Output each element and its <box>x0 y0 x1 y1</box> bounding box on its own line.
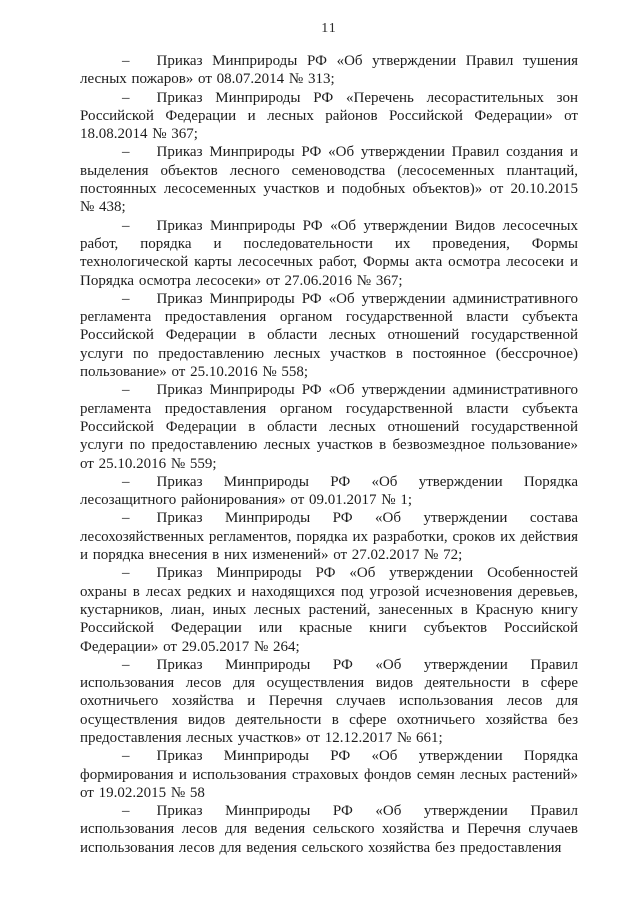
list-item-paragraph <box>80 52 578 89</box>
dash-marker: – <box>122 53 130 69</box>
tab-spacer <box>130 101 157 102</box>
paragraph-text: Приказ Минприроды РФ «Об утверждении Правил создания и выделения объектов лесного семеноводства (лесосеменных плантаций, постоянных лесосеменных участков и подобных объектов)» от 20.10.2015 № 438; <box>80 144 578 216</box>
dash-marker: – <box>122 803 130 820</box>
dash-marker: – <box>122 656 130 673</box>
list-item-paragraph <box>80 473 578 510</box>
list-item-paragraph <box>80 747 578 802</box>
tab-spacer <box>130 393 157 394</box>
dash-marker: – <box>122 290 130 307</box>
document-body <box>80 52 578 857</box>
paragraph-text: Приказ Минприроды РФ «Об утверждении Правил тушения лесных пожаров» от 08.07.2014 № 313; <box>80 53 578 88</box>
dash-marker: – <box>122 89 130 106</box>
list-item-paragraph <box>80 564 578 655</box>
list-item-paragraph <box>80 290 578 381</box>
dash-marker: – <box>122 144 130 161</box>
dash-marker: – <box>122 748 130 765</box>
list-item-paragraph <box>80 656 578 747</box>
dash-marker: – <box>122 217 130 234</box>
paragraph-text: Приказ Минприроды РФ «Об утверждении Правил использования лесов для осуществления видов деятельности в сфере охотничьего хозяйства и Перечня случаев использования лесов для осуществления видов деятельности в сфере охотничьего хозяйства без предоставления лесных участков» от 12.12.2017 № 661; <box>80 656 578 746</box>
dash-marker: – <box>122 565 130 582</box>
paragraph-text: Приказ Минприроды РФ «Об утверждении Особенностей охраны в лесах редких и находящихся под угрозой исчезновения деревьев, кустарников, лиан, иных лесных растений, занесенных в Красную книгу Российской Федерации или красные книги субъектов Российской Федерации» от 29.05.2017 № 264; <box>80 565 578 655</box>
tab-spacer <box>130 814 157 815</box>
list-item-paragraph <box>80 509 578 564</box>
list-item-paragraph <box>80 381 578 472</box>
paragraph-text: Приказ Минприроды РФ «Об утверждении Порядка формирования и использования страховых фондов семян лесных растений» от 19.02.2015 № 58 <box>80 748 578 801</box>
dash-marker: – <box>122 510 130 527</box>
list-item-paragraph <box>80 217 578 290</box>
tab-spacer <box>130 302 157 303</box>
tab-spacer <box>130 759 157 760</box>
list-item-paragraph <box>80 143 578 216</box>
paragraph-text: Приказ Минприроды РФ «Об утверждении Порядка лесозащитного районирования» от 09.01.2017 № 1; <box>80 473 578 509</box>
page-number: 11 <box>321 21 337 36</box>
tab-spacer <box>130 485 157 486</box>
tab-spacer <box>130 668 157 669</box>
dash-marker: – <box>122 473 130 490</box>
list-item-paragraph <box>80 802 578 857</box>
tab-spacer <box>130 64 157 65</box>
paragraph-text: Приказ Минприроды РФ «Об утверждении состава лесохозяйственных регламентов, порядка их разработки, сроков их действия и порядка внесения в них изменений» от 27.02.2017 № 72; <box>80 510 578 564</box>
list-item-paragraph <box>80 89 578 144</box>
tab-spacer <box>130 229 157 230</box>
dash-marker: – <box>122 382 130 399</box>
tab-spacer <box>130 576 157 577</box>
paragraph-text: Приказ Минприроды РФ «Об утверждении Видов лесосечных работ, порядка и последовательности их проведения, Формы технологической карты лесосечных работ, Формы акта осмотра лесосеки и Порядка осмотра лесосеки» от 27.06.2016 № 367; <box>80 217 578 289</box>
paragraph-text: Приказ Минприроды РФ «Об утверждении Правил использования лесов для ведения сельского хозяйства и Перечня случаев использования лесов для ведения сельского хозяйства без предоставления <box>80 803 578 856</box>
tab-spacer <box>130 155 157 156</box>
paragraph-text: Приказ Минприроды РФ «Об утверждении административного регламента предоставления органом государственной власти субъекта Российской Федерации в области лесных отношений государственной услуги по предоставлению лесных участков в безвозмездное пользование» от 25.10.2016 № 559; <box>80 382 578 472</box>
paragraph-text: Приказ Минприроды РФ «Перечень лесорастительных зон Российской Федерации и лесных районов Российской Федерации» от 18.08.2014 № 367; <box>80 89 578 143</box>
tab-spacer <box>130 521 157 522</box>
paragraph-text: Приказ Минприроды РФ «Об утверждении административного регламента предоставления органом государственной власти субъекта Российской Федерации в области лесных отношений государственной услуги по предоставлению лесных участков в постоянное (бессрочное) пользование» от 25.10.2016 № 558; <box>80 290 578 381</box>
